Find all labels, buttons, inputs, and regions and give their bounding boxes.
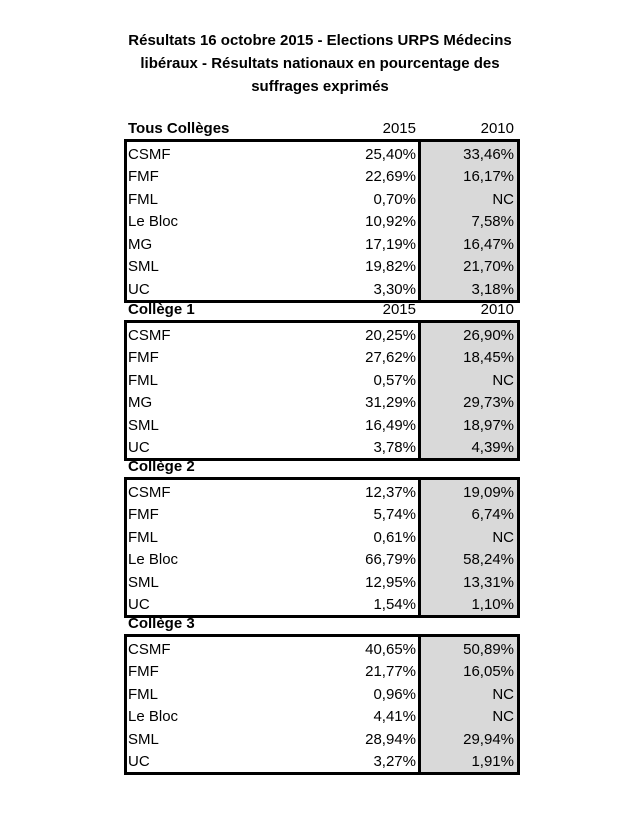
value-2015: 0,61%	[373, 528, 416, 546]
table-row	[127, 480, 517, 503]
value-2015: 27,62%	[365, 349, 416, 366]
value-2010: 1,10%	[471, 596, 514, 613]
value-2010: NC	[492, 708, 514, 725]
value-2015: 4,41%	[373, 708, 416, 725]
table-row	[127, 660, 517, 683]
value-2010: 19,09%	[463, 483, 514, 501]
results-table	[124, 320, 520, 461]
column-header-2010: 2010	[480, 120, 514, 137]
value-2010: NC	[492, 190, 514, 208]
value-2015: 20,25%	[365, 326, 416, 344]
section-title: Collège 1	[128, 301, 195, 318]
value-2010: NC	[492, 685, 514, 703]
value-2015: 1,54%	[373, 596, 416, 613]
party-name: CSMF	[128, 483, 171, 501]
results-table	[124, 139, 520, 303]
results-table	[124, 477, 520, 618]
value-2010: 50,89%	[463, 640, 514, 658]
value-2015: 17,19%	[365, 235, 416, 253]
party-name: FML	[128, 190, 158, 208]
section-tous-colleges	[124, 117, 520, 303]
value-2010: 16,05%	[463, 663, 514, 680]
value-2010: 13,31%	[463, 573, 514, 591]
table-row	[127, 503, 517, 526]
value-2015: 12,37%	[365, 483, 416, 501]
table-row	[127, 413, 517, 436]
value-2010: 1,91%	[471, 753, 514, 770]
table-row	[127, 368, 517, 391]
value-2015: 28,94%	[365, 730, 416, 748]
title-line-1: Résultats 16 octobre 2015 - Elections URPS Médecins	[128, 32, 512, 49]
section-title: Tous Collèges	[128, 120, 230, 137]
party-name: CSMF	[128, 640, 171, 658]
party-name: Le Bloc	[128, 708, 179, 725]
value-2015: 3,78%	[373, 439, 416, 456]
value-2015: 40,65%	[365, 640, 416, 658]
value-2010: 3,18%	[471, 280, 514, 298]
value-2015: 19,82%	[365, 258, 416, 275]
table-row	[127, 232, 517, 255]
party-name: SML	[128, 730, 159, 748]
value-2010: 16,17%	[463, 168, 514, 185]
value-2015: 31,29%	[365, 394, 416, 411]
value-2010: 33,46%	[463, 145, 514, 163]
title-line-3: suffrages exprimés	[251, 78, 389, 95]
party-name: MG	[128, 394, 153, 411]
party-name: Le Bloc	[128, 551, 179, 568]
section-header	[124, 298, 520, 320]
table-row	[127, 727, 517, 750]
title-line-2: libéraux - Résultats nationaux en pourcentage des	[140, 55, 500, 72]
table-row	[127, 346, 517, 369]
party-name: FML	[128, 685, 158, 703]
value-2015: 3,27%	[373, 753, 416, 770]
table-row	[127, 525, 517, 548]
table-row	[127, 142, 517, 165]
results-table	[124, 634, 520, 775]
party-name: FMF	[128, 349, 159, 366]
party-name: UC	[128, 753, 150, 770]
value-2015: 25,40%	[365, 145, 416, 163]
value-2015: 10,92%	[365, 213, 416, 230]
table-row	[127, 255, 517, 278]
value-2010: 6,74%	[471, 506, 514, 523]
value-2010: 4,39%	[471, 439, 514, 456]
section-title: Collège 3	[128, 615, 195, 632]
table-row	[127, 210, 517, 233]
table-row	[127, 548, 517, 571]
value-2015: 0,96%	[373, 685, 416, 703]
party-name: CSMF	[128, 145, 171, 163]
table-row	[127, 705, 517, 728]
section-college-1	[124, 298, 520, 461]
party-name: UC	[128, 280, 150, 298]
value-2015: 0,57%	[373, 371, 416, 389]
value-2010: 29,94%	[463, 730, 514, 748]
value-2015: 21,77%	[365, 663, 416, 680]
value-2015: 66,79%	[365, 551, 416, 568]
value-2010: 21,70%	[463, 258, 514, 275]
section-title: Collège 2	[128, 458, 195, 475]
table-row	[127, 277, 517, 300]
value-2015: 22,69%	[365, 168, 416, 185]
party-name: UC	[128, 596, 150, 613]
value-2010: 7,58%	[471, 213, 514, 230]
value-2010: 26,90%	[463, 326, 514, 344]
value-2015: 12,95%	[365, 573, 416, 591]
party-name: FML	[128, 528, 158, 546]
party-name: Le Bloc	[128, 213, 179, 230]
page-title	[120, 29, 520, 98]
value-2010: NC	[492, 528, 514, 546]
value-2015: 3,30%	[373, 280, 416, 298]
party-name: FML	[128, 371, 158, 389]
table-row	[127, 165, 517, 188]
value-2015: 16,49%	[365, 416, 416, 434]
party-name: UC	[128, 439, 150, 456]
column-header-2015: 2015	[382, 301, 416, 318]
section-college-2	[124, 455, 520, 618]
party-name: FMF	[128, 506, 159, 523]
party-name: SML	[128, 416, 159, 434]
column-header-2015: 2015	[382, 120, 416, 137]
column-header-2010: 2010	[480, 301, 514, 318]
value-2010: NC	[492, 371, 514, 389]
value-2015: 0,70%	[373, 190, 416, 208]
section-college-3	[124, 612, 520, 775]
table-row	[127, 637, 517, 660]
table-row	[127, 391, 517, 414]
party-name: CSMF	[128, 326, 171, 344]
section-header	[124, 455, 520, 477]
value-2010: 18,97%	[463, 416, 514, 434]
value-2010: 29,73%	[463, 394, 514, 411]
party-name: FMF	[128, 168, 159, 185]
party-name: FMF	[128, 663, 159, 680]
table-row	[127, 323, 517, 346]
party-name: MG	[128, 235, 153, 253]
party-name: SML	[128, 573, 159, 591]
table-row	[127, 187, 517, 210]
table-row	[127, 682, 517, 705]
party-name: SML	[128, 258, 159, 275]
table-row	[127, 570, 517, 593]
value-2015: 5,74%	[373, 506, 416, 523]
section-header	[124, 612, 520, 634]
value-2010: 16,47%	[463, 235, 514, 253]
section-header	[124, 117, 520, 139]
table-row	[127, 750, 517, 773]
value-2010: 18,45%	[463, 349, 514, 366]
value-2010: 58,24%	[463, 551, 514, 568]
